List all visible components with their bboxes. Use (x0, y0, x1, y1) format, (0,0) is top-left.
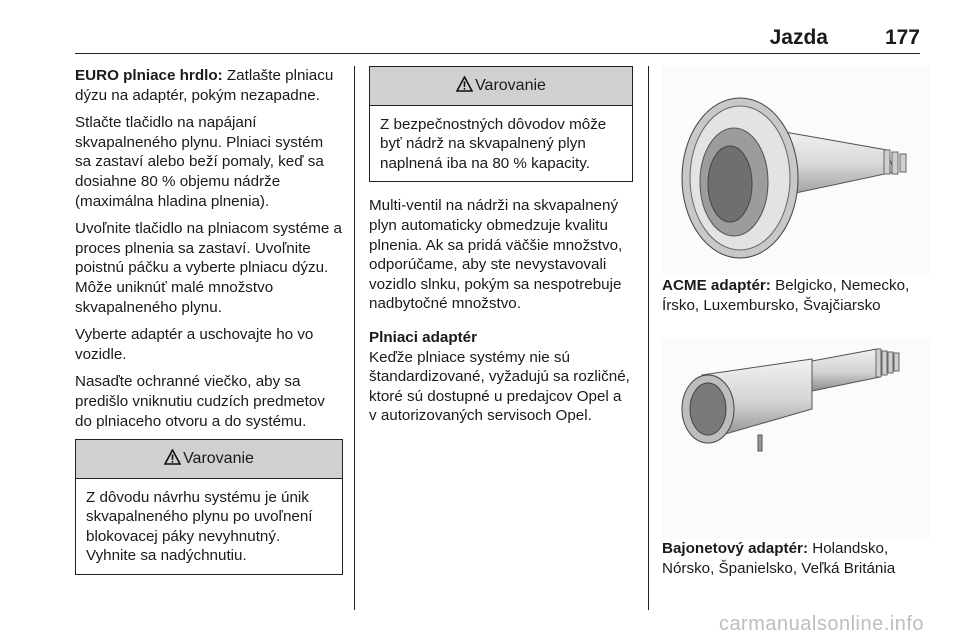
acme-adapter-illustration (662, 66, 930, 276)
paragraph-euro (75, 66, 343, 105)
header-rule (75, 53, 920, 54)
heading-filling-adapter: Plniaci adaptér (369, 328, 478, 346)
paragraph-adapters: Keďže plniace systémy nie sú štandardizované, vyžadujú sa rozličné, ktoré sú dostupné u predajcov Opel a v autorizovaných servisoch Opel. (369, 348, 630, 425)
section-title: Jazda (769, 26, 828, 49)
warning-header (76, 440, 342, 479)
warning-title: Varovanie (183, 450, 254, 468)
column-divider (648, 66, 649, 610)
paragraph-press-button: Stlačte tlačidlo na napájaní skvapalneného plynu. Plniaci systém sa zastaví alebo beží pomaly, keď sa dosiahne 80 % objemu nádrže (maximálna hladina plnenia). (75, 114, 324, 210)
column-1 (75, 66, 343, 585)
euro-label: EURO plniace hrdlo: (75, 67, 223, 84)
bayonet-label: Bajonetový adaptér: (662, 540, 809, 558)
page-number: 177 (884, 26, 920, 49)
paragraph-remove-adapter: Vyberte adaptér a uschovajte ho vo vozidle. (75, 326, 314, 363)
warning-box-capacity (369, 66, 633, 182)
acme-label: ACME adaptér: (662, 277, 771, 294)
warning-box-leak (75, 439, 343, 575)
paragraph-multivalve: Multi-ventil na nádrži na skvapalnený plyn automaticky obmedzuje kvalitu plnenia. Ak sa pridá väčšie množstvo, odporúčame, aby ste nevystavovali vozidlo slnku, pokým sa nespotrebuje nadbytočné množstvo. (369, 197, 623, 313)
warning-text: Z dôvodu návrhu systému je únik skvapalneného plynu po uvoľnení blokovacej páky nevyhnutný. Vyhnite sa nadýchnutiu. (86, 488, 313, 565)
bayonet-countries: Holandsko, Nórsko, Španielsko, Veľká Británia (662, 540, 896, 577)
warning-text: Z bezpečnostných dôvodov môže byť nádrž na skvapalnený plyn naplnená iba na 80 % kapacity. (380, 115, 607, 172)
watermark: carmanualsonline.info (718, 613, 924, 635)
warning-header (370, 67, 632, 106)
bayonet-adapter-illustration (662, 339, 930, 539)
warning-triangle-icon (164, 449, 181, 465)
acme-countries: Belgicko, Nemecko, Írsko, Luxembursko, Švajčiarsko (662, 277, 910, 314)
paragraph-release-button: Uvoľnite tlačidlo na plniacom systéme a proces plnenia sa zastaví. Uvoľnite poistnú páčku a vyberte plniacu dýzu. Môže uniknúť malé množstvo skvapalneného plynu. (75, 220, 342, 316)
warning-triangle-icon (456, 76, 473, 92)
page-header (75, 22, 920, 52)
bayonet-caption (662, 539, 932, 578)
column-divider (354, 66, 355, 610)
column-3 (662, 66, 932, 586)
acme-adapter-figure (662, 66, 930, 276)
acme-caption (662, 276, 932, 315)
column-2 (369, 66, 633, 434)
bayonet-adapter-figure (662, 339, 930, 539)
warning-title: Varovanie (475, 77, 546, 94)
paragraph-protective-cap: Nasaďte ochranné viečko, aby sa predišlo vniknutiu cudzích predmetov do plniaceho otvoru a do systému. (75, 373, 325, 430)
euro-text: Zatlašte plniacu dýzu na adaptér, pokým nezapadne. (75, 67, 334, 104)
